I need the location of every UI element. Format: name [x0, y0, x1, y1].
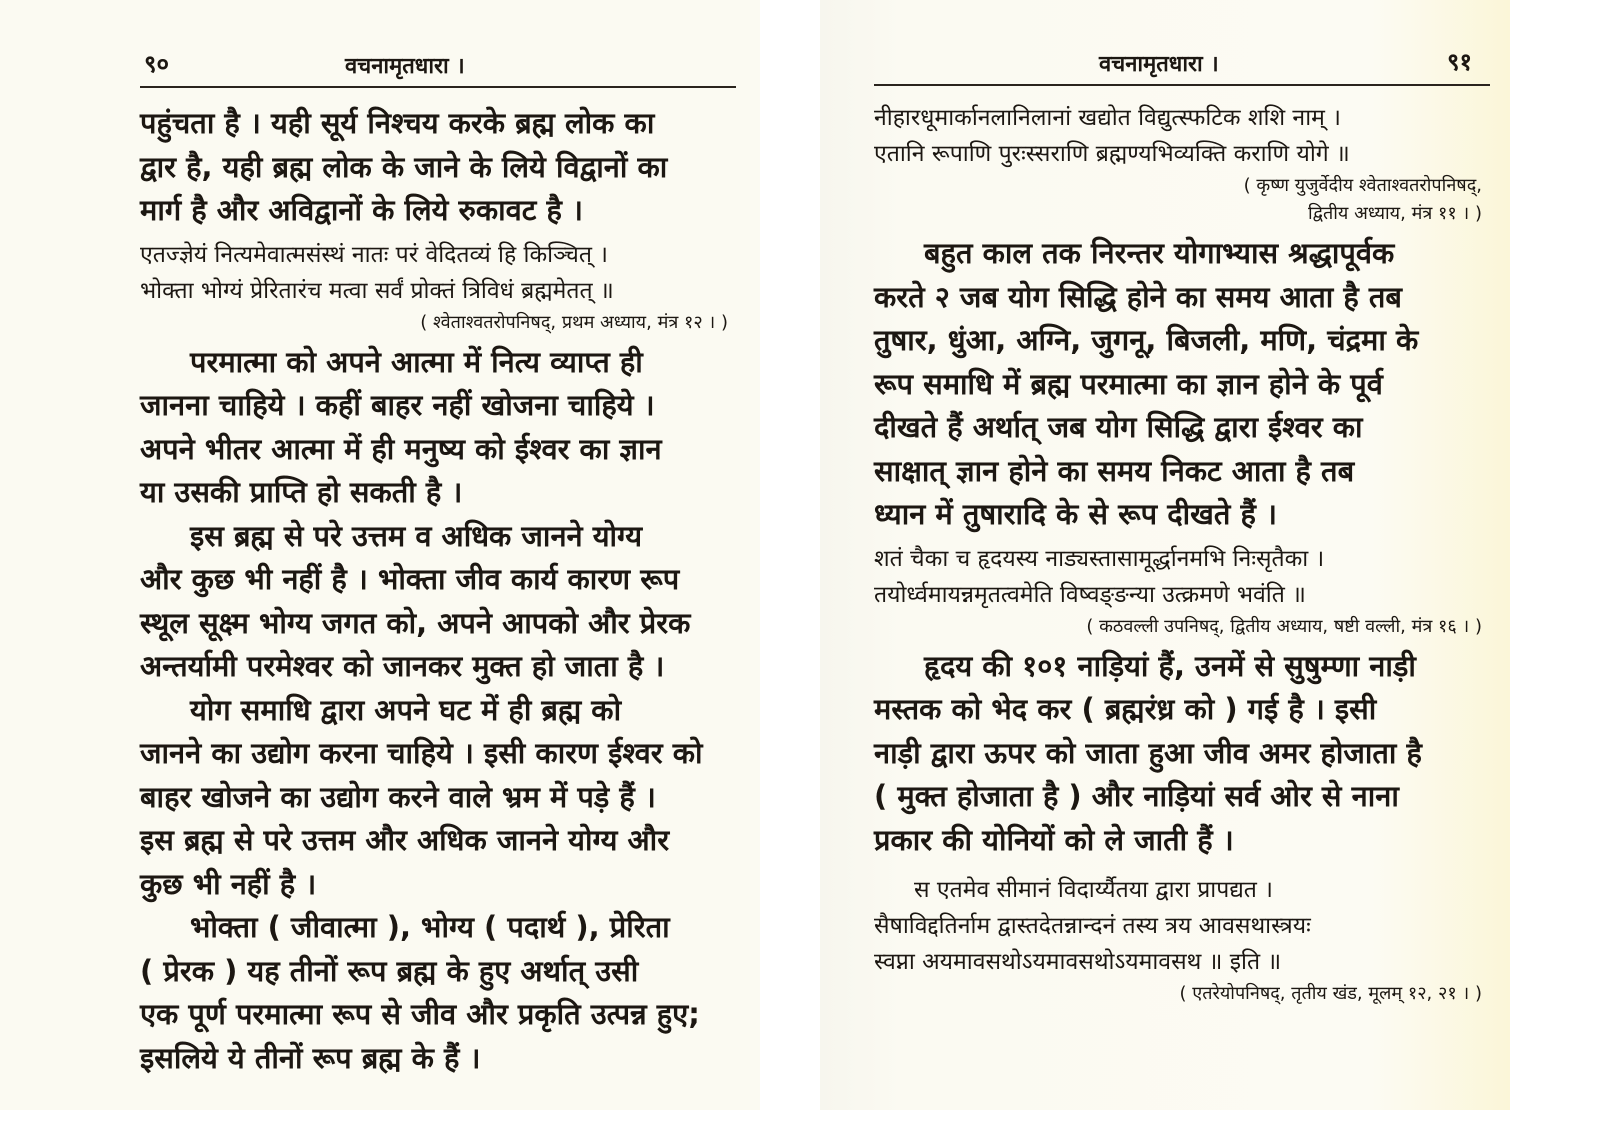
text-line: प्रकार की योनियों को ले जाती हैं ।: [874, 822, 1234, 857]
right-paragraph-2: [874, 645, 1490, 863]
right-citation-3: ( एतरेयोपनिषद्, तृतीय खंड, मूलम् १२, २१ । ): [1179, 983, 1482, 1004]
left-page-number: ९०: [144, 50, 169, 78]
text-line: मस्तक को भेद कर ( ब्रह्मरंध्र को ) गई है । इसी: [874, 692, 1377, 726]
left-page: [0, 0, 760, 1110]
verse-line: स्वप्ना अयमावसथोऽयमावसथोऽयमावसथ ॥ इति ॥: [874, 949, 1282, 975]
text-line: स्थूल सूक्ष्म भोग्य जगत को, अपने आपको और प्रेरक: [140, 605, 691, 640]
text-line: मार्ग है और अविद्वानों के लिये रुकावट है ।: [140, 193, 583, 227]
right-sanskrit-verse-3: [874, 872, 1490, 980]
right-sanskrit-verse-1: [874, 100, 1490, 172]
text-line: दीखते हैं अर्थात् जब योग सिद्धि द्वारा ईश्वर का: [874, 410, 1363, 444]
text-line: कुछ भी नहीं है ।: [140, 866, 317, 901]
left-running-title: वचनामृतधारा ।: [345, 54, 465, 79]
text-line: अपने भीतर आत्मा में ही मनुष्य को ईश्वर का ज्ञान: [140, 431, 662, 466]
right-citation-2: ( कठवल्ली उपनिषद्, द्वितीय अध्याय, षष्टी वल्ली, मंत्र १६ । ): [1086, 615, 1482, 637]
left-sanskrit-verse: [140, 237, 736, 309]
left-paragraph-2: [140, 341, 736, 515]
text-line: रूप समाधि में ब्रह्म परमात्मा का ज्ञान होने के पूर्व: [874, 366, 1383, 401]
text-line: द्वार है, यही ब्रह्म लोक के जाने के लिये विद्वानों का: [140, 149, 668, 184]
verse-line: स एतमेव सीमानं विदार्य्यैतया द्वारा प्रापद्यत ।: [914, 877, 1273, 903]
verse-line: एतानि रूपाणि पुरःस्सराणि ब्रह्मण्यभिव्यक्ति कराणि योगे ॥: [874, 141, 1350, 167]
citation-line: ( कृष्ण युजुर्वेदीय श्वेताश्वतरोपनिषद्,: [1243, 175, 1482, 196]
text-line: साक्षात् ज्ञान होने का समय निकट आता है तब: [874, 453, 1355, 488]
text-line: नाड़ी द्वारा ऊपर को जाता हुआ जीव अमर होजाता है: [874, 735, 1422, 770]
text-line: ध्यान में तुषारादि के से रूप दीखते हैं ।: [874, 497, 1277, 531]
text-line: इस ब्रह्म से परे उत्तम व अधिक जानने योग्य: [190, 518, 643, 553]
text-line: भोक्ता ( जीवात्मा ), भोग्य ( पदार्थ ), प्रेरिता: [190, 910, 670, 944]
right-citation-1: [874, 172, 1490, 228]
text-line: परमात्मा को अपने आत्मा में नित्य व्याप्त ही: [190, 344, 643, 379]
text-line: ( मुक्त होजाता है ) और नाड़ियां सर्व ओर से नाना: [874, 779, 1399, 813]
left-paragraph-1: [140, 102, 736, 233]
text-line: और कुछ भी नहीं है । भोक्ता जीव कार्य कारण रूप: [140, 562, 680, 596]
verse-line: तयोर्ध्वमायन्नमृतत्वमेति विष्वङ्ङन्या उत्क्रमणे भवंति ॥: [874, 581, 1306, 608]
verse-line: शतं चैका च हृदयस्य नाड्यस्तासामूर्द्धानमभि निःसृतैका ।: [874, 545, 1325, 572]
text-line: योग समाधि द्वारा अपने घट में ही ब्रह्म को: [190, 692, 622, 727]
right-page-header: [874, 50, 1490, 86]
text-line: हृदय की १०१ नाड़ियां हैं, उनमें से सुषुम्णा नाड़ी: [924, 648, 1416, 683]
text-line: एक पूर्ण परमात्मा रूप से जीव और प्रकृति उत्पन्न हुए;: [140, 997, 700, 1031]
text-line: इस ब्रह्म से परे उत्तम और अधिक जानने योग्य और: [140, 823, 670, 857]
text-line: अन्तर्यामी परमेश्वर को जानकर मुक्त हो जाता है ।: [140, 649, 665, 683]
text-line: पहुंचता है । यही सूर्य निश्चय करके ब्रह्म लोक का: [140, 106, 655, 140]
text-line: तुषार, धुंआ, अग्नि, जुगनू, बिजली, मणि, चंद्रमा के: [874, 323, 1419, 357]
text-line: या उसकी प्राप्ति हो सकती है ।: [140, 475, 463, 509]
citation-line: द्वितीय अध्याय, मंत्र ११ । ): [1307, 203, 1482, 224]
left-page-header: [140, 52, 736, 88]
right-page-number: ९१: [1447, 48, 1472, 76]
verse-line: नीहारधूमार्कानलानिलानां खद्योत विद्युत्स्फटिक शशि नाम् ।: [874, 105, 1341, 131]
right-page: [820, 0, 1510, 1110]
text-line: बाहर खोजने का उद्योग करने वाले भ्रम में पड़े हैं ।: [140, 779, 656, 814]
left-paragraph-3: [140, 515, 736, 689]
right-paragraph-1: [874, 232, 1490, 537]
text-line: इसलिये ये तीनों रूप ब्रह्म के हैं ।: [140, 1040, 481, 1075]
verse-line: भोक्ता भोग्यं प्रेरितारंच मत्वा सर्वं प्रोक्तं त्रिविधं ब्रह्ममेतत् ॥: [140, 277, 614, 304]
left-citation: ( श्वेताश्वतरोपनिषद्, प्रथम अध्याय, मंत्र १२ । ): [420, 311, 728, 333]
verse-line: सैषाविद्दतिर्नाम द्वास्तदेतन्नान्दनं तस्य त्रय आवसथास्त्रयः: [874, 913, 1311, 939]
left-paragraph-5: [140, 906, 736, 1080]
text-line: जानना चाहिये । कहीं बाहर नहीं खोजना चाहिये ।: [140, 388, 655, 422]
text-line: जानने का उद्योग करना चाहिये । इसी कारण ईश्वर को: [140, 736, 703, 770]
verse-line: एतज्ज्ञेयं नित्यमेवात्मसंस्थं नातः परं वेदितव्यं हि किञ्चित् ।: [140, 241, 609, 268]
left-paragraph-4: [140, 689, 736, 907]
text-line: ( प्रेरक ) यह तीनों रूप ब्रह्म के हुए अर्थात् उसी: [140, 953, 639, 988]
text-line: बहुत काल तक निरन्तर योगाभ्यास श्रद्धापूर्वक: [924, 236, 1395, 270]
right-running-title: वचनामृतधारा ।: [1099, 52, 1219, 77]
text-line: करते २ जब योग सिद्धि होने का समय आता है तब: [874, 279, 1402, 314]
right-sanskrit-verse-2: [874, 541, 1490, 613]
